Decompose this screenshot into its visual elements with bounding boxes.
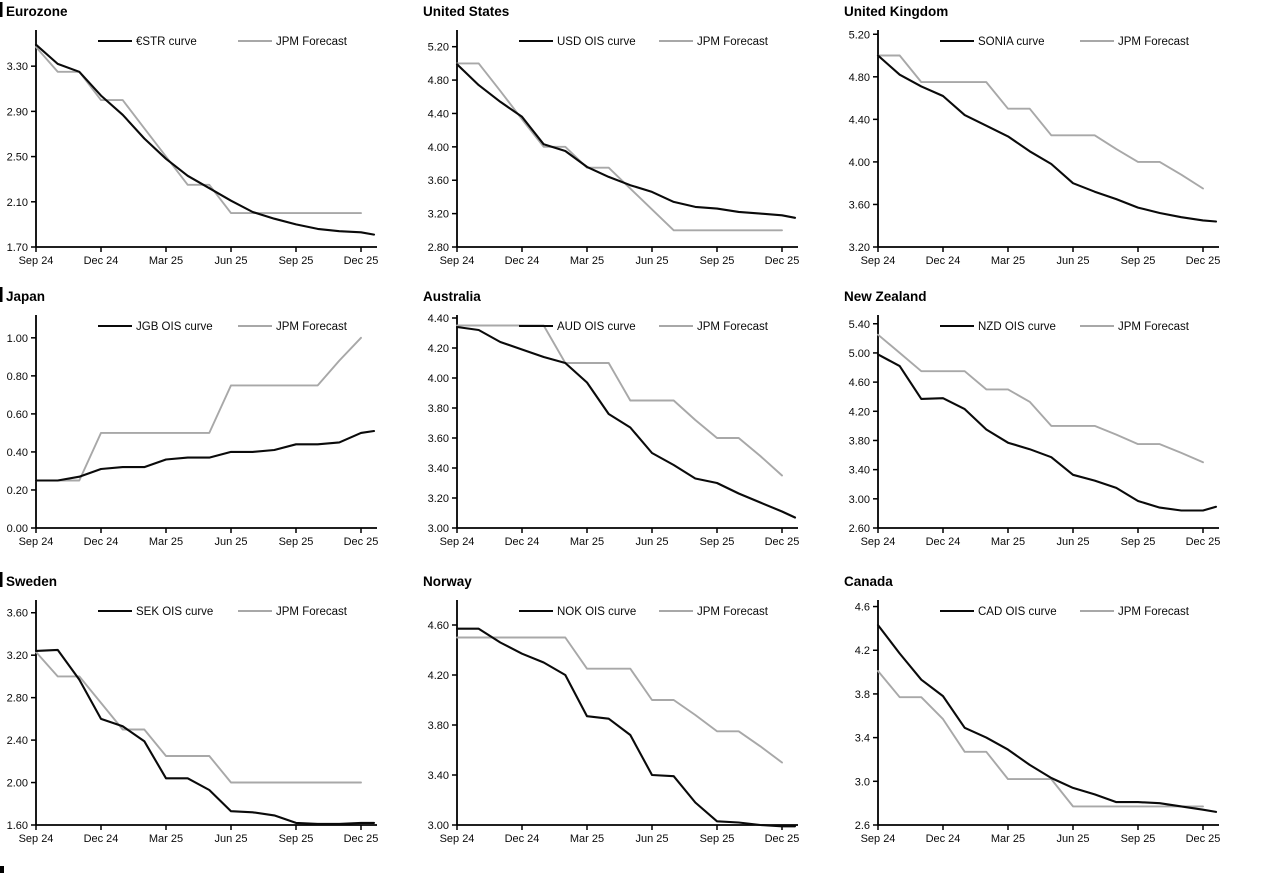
y-tick-label: 1.00 [6,332,28,345]
chart-svg [0,285,421,570]
x-tick-label: Sep 25 [699,536,735,548]
y-tick-label: 4.00 [427,373,449,385]
x-tick-label: Mar 25 [569,255,605,267]
x-tick-label: Mar 25 [569,833,605,845]
y-tick-label: 2.80 [6,692,28,705]
y-tick-label: 4.20 [427,670,449,682]
market-curve-line [878,56,1216,222]
x-tick-label: Dec 25 [343,536,379,548]
chart-cell-united-kingdom [842,0,1264,285]
y-tick-label: 2.10 [6,196,28,209]
y-tick-label: 2.40 [6,735,28,748]
x-tick-label: Dec 24 [504,833,540,845]
x-tick-label: Dec 25 [1185,255,1221,267]
legend-forecast-label: JPM Forecast [276,321,347,333]
market-curve-line [457,64,795,218]
y-tick-label: 2.80 [427,242,449,254]
y-tick-label: 2.6 [854,820,870,832]
legend-forecast-label: JPM Forecast [1118,606,1189,618]
x-tick-label: Dec 25 [764,536,800,548]
y-tick-label: 4.00 [427,141,449,154]
x-tick-label: Sep 24 [439,255,475,267]
chart-title: Eurozone [6,4,68,19]
y-tick-label: 4.60 [427,620,449,632]
forecast-line [36,652,361,783]
chart-title: New Zealand [844,289,927,304]
y-tick-label: 4.20 [848,406,870,419]
chart-cell-canada [842,570,1264,873]
chart-cell-eurozone [0,0,421,285]
x-tick-label: Jun 25 [635,833,669,845]
chart-svg [842,570,1264,873]
y-tick-label: 4.60 [848,377,870,390]
x-tick-label: Jun 25 [214,833,248,845]
y-tick-label: 4.00 [848,156,870,169]
x-tick-label: Sep 25 [1120,536,1156,548]
y-tick-label: 4.6 [854,601,870,614]
chart-title: Japan [6,289,46,304]
y-tick-label: 3.80 [848,435,870,448]
title-section-bar [0,572,3,587]
legend-market-curve-label: CAD OIS curve [978,606,1057,618]
chart-svg [421,285,842,570]
y-tick-label: 5.40 [848,318,870,331]
x-tick-label: Sep 25 [278,536,314,548]
y-tick-label: 4.40 [848,114,870,127]
y-tick-label: 4.20 [427,343,449,355]
y-tick-label: 3.20 [848,242,870,254]
y-tick-label: 3.20 [427,208,449,221]
x-tick-label: Dec 24 [83,255,119,267]
y-tick-label: 3.40 [427,770,449,782]
x-tick-label: Sep 25 [278,255,314,267]
y-tick-label: 2.90 [6,106,28,119]
legend-forecast-label: JPM Forecast [276,36,347,48]
market-curve-line [457,629,795,827]
chart-cell-new-zealand [842,285,1264,570]
x-tick-label: Dec 24 [504,255,540,267]
chart-title: United States [423,4,510,19]
x-tick-label: Jun 25 [1056,255,1090,267]
x-tick-label: Sep 25 [278,833,314,845]
x-tick-label: Sep 24 [439,536,475,548]
x-tick-label: Sep 24 [439,833,475,845]
legend-forecast-label: JPM Forecast [276,606,347,618]
y-tick-label: 3.4 [854,732,870,745]
x-tick-label: Dec 25 [343,255,379,267]
chart-title: Sweden [6,574,58,589]
y-tick-label: 2.60 [848,523,870,535]
legend-market-curve-label: €STR curve [136,36,197,48]
y-tick-label: 0.40 [6,446,28,459]
x-tick-label: Sep 24 [860,833,896,845]
y-tick-label: 0.60 [6,408,28,421]
legend-forecast-label: JPM Forecast [697,321,768,333]
x-tick-label: Dec 24 [925,833,961,845]
chart-title: Canada [844,574,893,589]
chart-cell-sweden [0,570,421,873]
y-tick-label: 3.00 [427,820,449,832]
y-tick-label: 0.00 [6,523,28,535]
x-tick-label: Dec 24 [925,255,961,267]
x-tick-label: Sep 25 [699,833,735,845]
y-tick-label: 3.00 [427,523,449,535]
forecast-line [878,56,1203,189]
y-tick-label: 5.00 [848,347,870,360]
x-tick-label: Jun 25 [1056,536,1090,548]
forecast-line [36,338,361,481]
legend-forecast-label: JPM Forecast [697,606,768,618]
chart-title: Norway [423,574,472,589]
forecast-line [878,671,1203,806]
forecast-line [457,326,782,476]
chart-svg [421,570,842,873]
bottom-left-section-bar [0,866,4,873]
x-tick-label: Dec 25 [764,833,800,845]
y-tick-label: 0.20 [6,484,28,497]
market-curve-line [36,431,374,481]
legend-forecast-label: JPM Forecast [1118,321,1189,333]
legend-market-curve-label: SEK OIS curve [136,606,214,618]
x-tick-label: Mar 25 [990,255,1026,267]
y-tick-label: 3.20 [427,493,449,505]
x-tick-label: Sep 25 [699,255,735,267]
forecast-line [36,47,361,213]
title-section-bar [0,2,3,17]
x-tick-label: Mar 25 [990,536,1026,548]
y-tick-label: 3.8 [854,688,870,701]
x-tick-label: Mar 25 [148,255,184,267]
x-tick-label: Jun 25 [635,255,669,267]
y-tick-label: 3.80 [427,720,449,732]
y-tick-label: 3.60 [427,433,449,445]
y-tick-label: 4.80 [848,71,870,84]
x-tick-label: Sep 24 [18,833,54,845]
x-tick-label: Sep 24 [860,255,896,267]
market-curve-line [878,625,1216,812]
market-curve-line [36,650,374,824]
legend-market-curve-label: NZD OIS curve [978,321,1056,333]
x-tick-label: Sep 25 [1120,255,1156,267]
chart-cell-australia [421,285,842,570]
forecast-line [457,638,782,763]
legend-market-curve-label: AUD OIS curve [557,321,636,333]
chart-svg [0,0,421,285]
forecast-line [457,63,782,230]
y-tick-label: 3.00 [848,493,870,506]
x-tick-label: Sep 24 [18,255,54,267]
x-tick-label: Jun 25 [635,536,669,548]
legend-forecast-label: JPM Forecast [697,36,768,48]
y-tick-label: 1.70 [6,242,28,254]
legend-market-curve-label: NOK OIS curve [557,606,637,618]
x-tick-label: Dec 25 [1185,536,1221,548]
x-tick-label: Mar 25 [990,833,1026,845]
x-tick-label: Sep 24 [860,536,896,548]
y-tick-label: 3.80 [427,403,449,415]
chart-svg [0,570,421,873]
chart-cell-united-states [421,0,842,285]
y-tick-label: 3.30 [6,61,28,74]
x-tick-label: Jun 25 [214,536,248,548]
chart-svg [421,0,842,285]
x-tick-label: Mar 25 [569,536,605,548]
chart-title: United Kingdom [844,4,949,19]
chart-title: Australia [423,289,481,304]
x-tick-label: Dec 24 [83,536,119,548]
x-tick-label: Sep 24 [18,536,54,548]
legend-market-curve-label: USD OIS curve [557,36,636,48]
y-tick-label: 3.40 [848,464,870,477]
x-tick-label: Jun 25 [214,255,248,267]
y-tick-label: 3.20 [6,650,28,663]
legend-market-curve-label: SONIA curve [978,36,1045,48]
x-tick-label: Dec 25 [343,833,379,845]
x-tick-label: Dec 24 [925,536,961,548]
x-tick-label: Jun 25 [1056,833,1090,845]
x-tick-label: Dec 25 [764,255,800,267]
legend-forecast-label: JPM Forecast [1118,36,1189,48]
y-tick-label: 3.60 [848,199,870,212]
y-tick-label: 3.60 [6,607,28,620]
y-tick-label: 1.60 [6,820,28,832]
x-tick-label: Sep 25 [1120,833,1156,845]
y-tick-label: 3.0 [854,776,870,789]
y-tick-label: 4.80 [427,75,449,88]
y-tick-label: 4.40 [427,313,449,325]
x-tick-label: Dec 24 [83,833,119,845]
y-tick-label: 2.50 [6,151,28,164]
y-tick-label: 4.40 [427,108,449,121]
chart-svg [842,0,1264,285]
x-tick-label: Mar 25 [148,536,184,548]
y-tick-label: 0.80 [6,370,28,383]
y-tick-label: 3.40 [427,463,449,475]
y-tick-label: 4.2 [854,645,870,658]
y-tick-label: 2.00 [6,777,28,790]
y-tick-label: 5.20 [427,41,449,54]
y-tick-label: 5.20 [848,29,870,42]
title-section-bar [0,287,3,302]
market-curve-line [457,327,795,518]
x-tick-label: Mar 25 [148,833,184,845]
x-tick-label: Dec 24 [504,536,540,548]
y-tick-label: 3.60 [427,175,449,188]
market-curve-line [36,45,374,235]
market-curve-line [878,354,1216,510]
legend-market-curve-label: JGB OIS curve [136,321,213,333]
chart-cell-norway [421,570,842,873]
chart-svg [842,285,1264,570]
chart-cell-japan [0,285,421,570]
x-tick-label: Dec 25 [1185,833,1221,845]
